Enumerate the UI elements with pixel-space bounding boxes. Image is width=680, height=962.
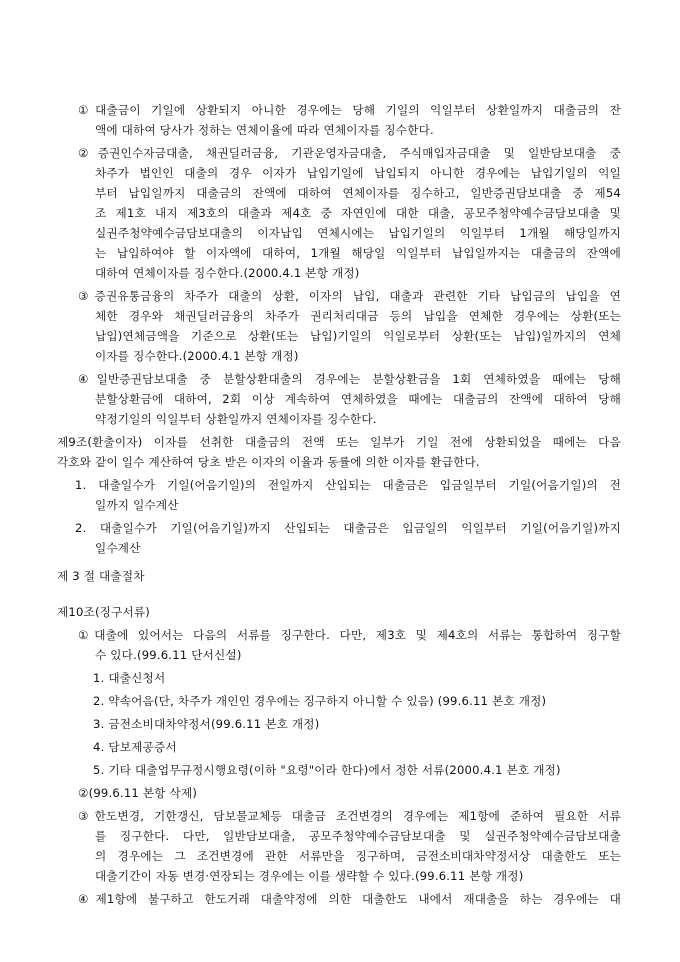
item-2-line: ②증권인수자금대출, 채권딜러금융, 기관운영자금대출, 주식매입자금대출 및 일반담보대출 중 <box>78 146 621 160</box>
item-3-line: 체한 경우와 채권딜러금융의 차주가 권리처리대금 등의 납입을 연체한 경우에는 상환(또는 <box>95 309 621 323</box>
section-heading-line: 제 3 절 대출절차 <box>57 569 145 583</box>
article-9-line: 제9조(환출이자) 이자를 선취한 대출금의 전액 또는 일부가 기일 전에 상환되었을 때에는 다음 <box>57 435 621 449</box>
article-10-item-3-line: 의 경우에는 그 조건변경에 관한 서류만을 징구하며, 금전소비대차약정서상 대출한도 또는 <box>95 849 621 863</box>
item-4-line: 분할상환금에 대하여, 2회 이상 계속하여 연체하였을 때에는 대출금의 잔액에 대하여 당해 <box>95 392 621 406</box>
doc-5-line: 5. 기타 대출업무규정시행요령(이하 "요령"이라 한다)에서 정한 서류(2000.4.1 본호 개정) <box>93 763 561 777</box>
article-10-item-2-line: ②(99.6.11 본항 삭제) <box>78 786 198 800</box>
article-9-item-2-line: 일수계산 <box>95 541 141 555</box>
item-4-line: ④일반증권담보대출 중 분할상환대출의 경우에는 분할상환금을 1회 연체하였을 때에는 당해 <box>78 372 621 386</box>
doc-2-line: 2. 약속어음(단, 차주가 개인인 경우에는 징구하지 아니할 수 있음) (99.6.11 본호 개정) <box>93 694 547 708</box>
item-3-line: ③증권유통금융의 차주가 대출의 상환, 이자의 납입, 대출과 관련한 기타 납입금의 납입을 연 <box>78 289 621 303</box>
item-2-line: 부터 납입일까지 대출금의 잔액에 대하여 연체이자를 징수하고, 일반증권담보대출 중 제54 <box>95 186 621 200</box>
item-2-line: 대하여 연체이자를 징수한다.(2000.4.1 본항 개정) <box>95 266 360 280</box>
item-3-line: 납입)연체금액을 기준으로 상환(또는 납입)기일의 익일로부터 상환(또는 납입)일까지의 연체 <box>95 329 621 343</box>
item-2-line: 실권주청약예수금담보대출의 이자납입 연체시에는 납입기일의 익일부터 1개월 해당일까지 <box>95 226 621 240</box>
article-10-item-4-line: ④제1항에 불구하고 한도거래 대출약정에 의한 대출한도 내에서 재대출을 하는 경우에는 대 <box>78 892 621 906</box>
article-10-item-3-line: 대출기간이 자동 변경·연장되는 경우에는 이를 생략할 수 있다.(99.6.11 본항 개정) <box>95 869 524 883</box>
doc-4-line: 4. 담보제공증서 <box>93 740 177 754</box>
item-2-line: 조 제1호 내지 제3호의 대출과 제4호 중 자연인에 대한 대출, 공모주청약예수금담보대출 및 <box>95 206 621 220</box>
item-1-line: ①대출금이 기일에 상환되지 아니한 경우에는 당해 기일의 익일부터 상환일까지 대출금의 잔 <box>78 103 621 117</box>
item-2-line: 는 납입하여야 할 이자액에 대하여, 1개월 해당일 익일부터 납입일까지는 대출금의 잔액에 <box>95 246 621 260</box>
doc-1-line: 1. 대출신청서 <box>93 671 166 685</box>
article-9-item-1-line: 일까지 일수계산 <box>95 498 179 512</box>
article-10-title-line: 제10조(징구서류) <box>57 605 150 619</box>
article-10-item-1-line: 수 있다.(99.6.11 단서신설) <box>95 648 242 662</box>
item-4-line: 약정기일의 익일부터 상환일까지 연체이자를 징수한다. <box>95 412 377 426</box>
article-10-item-1-line: ①대출에 있어서는 다음의 서류를 징구한다. 다만, 제3호 및 제4호의 서류는 통합하여 징구할 <box>78 628 621 642</box>
item-2-line: 차주가 법인인 대출의 경우 이자가 납입기일에 납입되지 아니한 경우에는 납입기일의 익일 <box>95 166 621 180</box>
item-1-line: 액에 대하여 당사가 정하는 연체이율에 따라 연체이자를 징수한다. <box>95 123 434 137</box>
article-9-item-2-line: 2. 대출일수가 기일(어음기일)까지 산입되는 대출금은 입금일의 익일부터 기일(어음기일)까지 <box>75 521 621 535</box>
article-9-item-1-line: 1. 대출일수가 기일(어음기일)의 전일까지 산입되는 대출금은 입금일부터 기일(어음기일)의 전 <box>75 478 621 492</box>
article-9-line: 각호와 같이 일수 계산하여 당초 받은 이자의 이율과 동률에 의한 이자를 환급한다. <box>57 455 480 469</box>
article-10-item-3-line: ③한도변경, 기한갱신, 담보물교체등 대출금 조건변경의 경우에는 제1항에 준하여 필요한 서류 <box>78 809 621 823</box>
item-3-line: 이자를 징수한다.(2000.4.1 본항 개정) <box>95 349 299 363</box>
doc-3-line: 3. 금전소비대차약정서(99.6.11 본호 개정) <box>93 717 320 731</box>
article-10-item-3-line: 를 징구한다. 다만, 일반담보대출, 공모주청약예수금담보대출 및 실권주청약예수금담보대출 <box>95 829 621 843</box>
